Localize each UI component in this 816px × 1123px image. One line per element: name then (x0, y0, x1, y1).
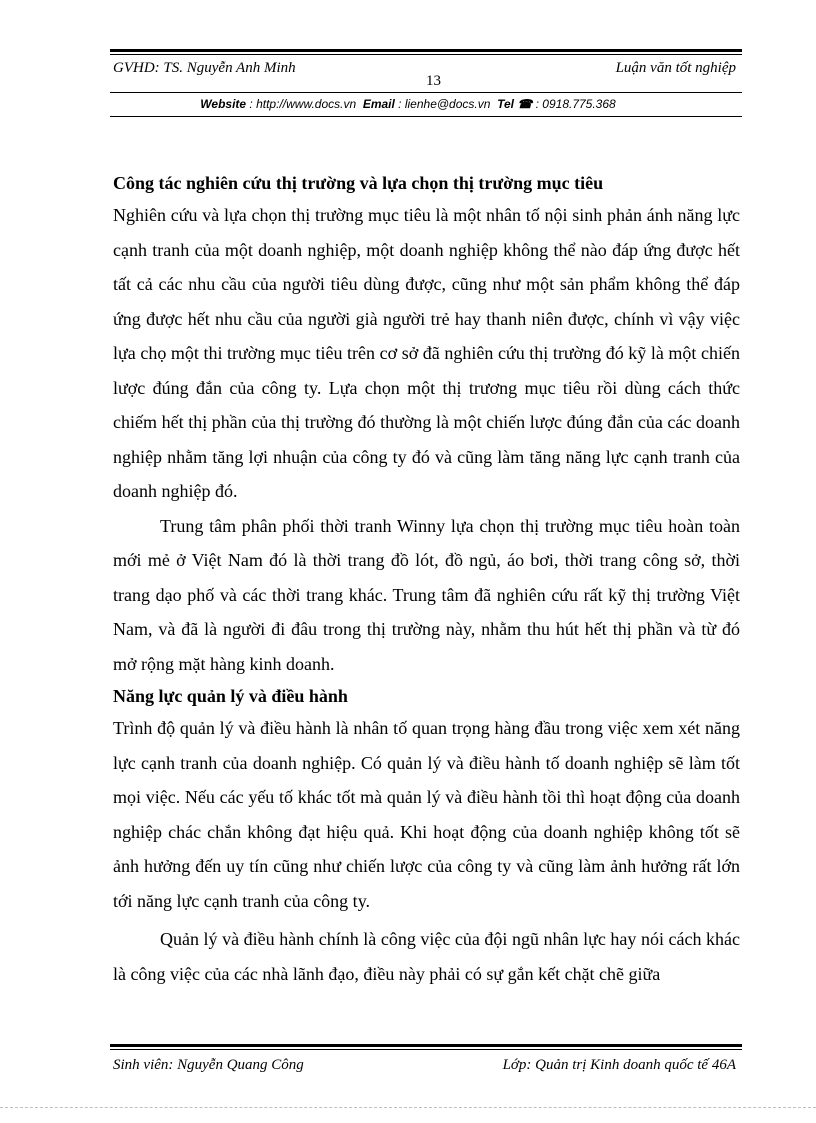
paragraph-management: Trình độ quản lý và điều hành là nhân tố quan trọng hàng đầu trong việc xem xét năng lực cạnh tranh của doanh nghiệp. Có quản lý và điều hành tố doanh nghiệp sẽ làm tốt mọi việc. Nếu các yếu tố khác tốt mà quản lý và điều hành tồi thì hoạt động của doanh nghiệp chác chắn không đạt hiệu quả. Khi hoạt động của doanh nghiệp không tốt sẽ ảnh hưởng đến uy tín cũng như chiến lược của công ty và cũng làm ảnh hưởng rất lớn tới năng lực cạnh tranh của công ty. (113, 718, 740, 911)
document-body (113, 168, 740, 991)
header-middle-rule (110, 92, 742, 93)
header-advisor: GVHD: TS. Nguyễn Anh Minh (113, 60, 296, 76)
section-heading-management: Năng lực quản lý và điều hành (113, 686, 348, 706)
footer-rule-thick (110, 1044, 742, 1047)
website-value[interactable]: : http://www.docs.vn (249, 97, 357, 111)
page-break-line (0, 1107, 816, 1108)
website-label: Website (200, 97, 247, 111)
email-value[interactable]: : lienhe@docs.vn (398, 97, 491, 111)
paragraph-winny-market: Trung tâm phân phối thời tranh Winny lựa chọn thị trường mục tiêu hoàn toàn mới mẻ ở Việt Nam đó là thời trang đồ lót, đồ ngủ, áo bơi, thời trang công sở, thời trang dạo phố và các thời trang khác. Trung tâm đã nghiên cứu rất kỹ thị trường Việt Nam, và đã là người đi đâu trong thị trường này, nhằm thu hút hết thị phần và từ đó mở rộng mặt hàng kinh doanh. (113, 515, 740, 674)
tel-label: Tel (497, 97, 514, 111)
footer-student: Sinh viên: Nguyễn Quang Công (113, 1057, 304, 1073)
paragraph-leadership: Quản lý và điều hành chính là công việc của đội ngũ nhân lực hay nói cách khác là công việc của các nhà lãnh đạo, điều này phải có sự gắn kết chặt chẽ giữa (113, 929, 740, 984)
page-number: 13 (426, 73, 441, 89)
footer-class: Lớp: Quản trị Kinh doanh quốc tế 46A (502, 1057, 736, 1073)
tel-value: : 0918.775.368 (535, 97, 616, 111)
header-top-rule (110, 49, 742, 52)
header-contact-line (0, 97, 816, 111)
header-top-rule-thin (110, 54, 742, 55)
footer-rule-thin (110, 1049, 742, 1050)
telephone-icon: ☎ (517, 97, 533, 111)
section-heading-market-research: Công tác nghiên cứu thị trường và lựa chọn thị trường mục tiêu (113, 173, 604, 193)
email-label: Email (362, 97, 395, 111)
header-doc-type: Luận văn tốt nghiệp (615, 60, 736, 76)
paragraph-market-research: Nghiên cứu và lựa chọn thị trường mục tiêu là một nhân tố nội sinh phản ánh năng lực cạnh tranh của một doanh nghiệp, một doanh nghiệp không thể nào đáp ứng được hết tất cả các nhu cầu của người tiêu dùng được, cũng như một sản phẩm không thể đáp ứng được hết nhu cầu của người già người trẻ hay thanh niên được, chính vì vậy việc lựa chọ một thi trường mục tiêu trên cơ sở đã nghiên cứu thị trường đó kỹ là một chiến lược đúng đắn của công ty. Lựa chọn một thị trương mục tiêu rồi dùng cách thức chiếm hết thị phần của thị trường đó thường là một chiến lược đúng đắn của các doanh nghiệp nhằm tăng lợi nhuận của công ty đó và cũng làm tăng năng lực cạnh tranh của doanh nghiệp đó. (113, 205, 740, 501)
header-bottom-rule (110, 116, 742, 117)
